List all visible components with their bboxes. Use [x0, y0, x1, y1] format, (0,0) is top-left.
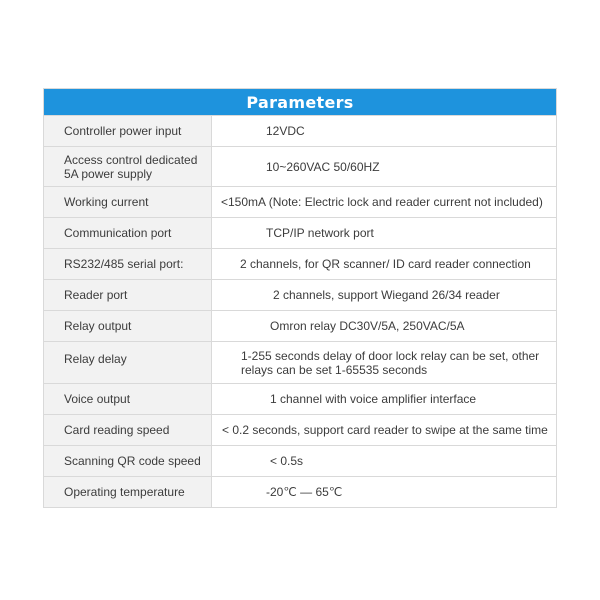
param-value: < 0.2 seconds, support card reader to swipe at the same time: [212, 415, 556, 445]
param-value: 2 channels, support Wiegand 26/34 reader: [212, 280, 556, 310]
table-title: Parameters: [246, 92, 354, 112]
parameters-table: [43, 88, 557, 508]
table-row: [44, 146, 556, 186]
table-row: [44, 476, 556, 507]
table-row: [44, 115, 556, 146]
param-label: Working current: [44, 187, 212, 217]
param-value: <150mA (Note: Electric lock and reader current not included): [212, 187, 556, 217]
param-value: < 0.5s: [212, 446, 556, 476]
table-row: [44, 445, 556, 476]
param-label: Access control dedicated 5A power supply: [44, 147, 212, 186]
param-label: Reader port: [44, 280, 212, 310]
param-label: Communication port: [44, 218, 212, 248]
table-row: [44, 341, 556, 383]
table-row: [44, 217, 556, 248]
param-value: 10~260VAC 50/60HZ: [212, 147, 556, 186]
param-label: Relay output: [44, 311, 212, 341]
param-value: 1 channel with voice amplifier interface: [212, 384, 556, 414]
param-label: Controller power input: [44, 116, 212, 146]
param-value: -20℃ — 65℃: [212, 477, 556, 507]
param-value: 1-255 seconds delay of door lock relay can be set, other relays can be set 1-65535 seconds: [212, 342, 556, 383]
table-row: [44, 310, 556, 341]
param-label: Relay delay: [44, 342, 212, 383]
param-value: 2 channels, for QR scanner/ ID card reader connection: [212, 249, 556, 279]
param-label: RS232/485 serial port:: [44, 249, 212, 279]
table-row: [44, 279, 556, 310]
param-value: TCP/IP network port: [212, 218, 556, 248]
table-header: [44, 89, 556, 115]
param-label: Scanning QR code speed: [44, 446, 212, 476]
param-value: 12VDC: [212, 116, 556, 146]
table-row: [44, 248, 556, 279]
param-label: Operating temperature: [44, 477, 212, 507]
param-value: Omron relay DC30V/5A, 250VAC/5A: [212, 311, 556, 341]
table-row: [44, 414, 556, 445]
param-label: Voice output: [44, 384, 212, 414]
table-row: [44, 186, 556, 217]
param-label: Card reading speed: [44, 415, 212, 445]
table-row: [44, 383, 556, 414]
